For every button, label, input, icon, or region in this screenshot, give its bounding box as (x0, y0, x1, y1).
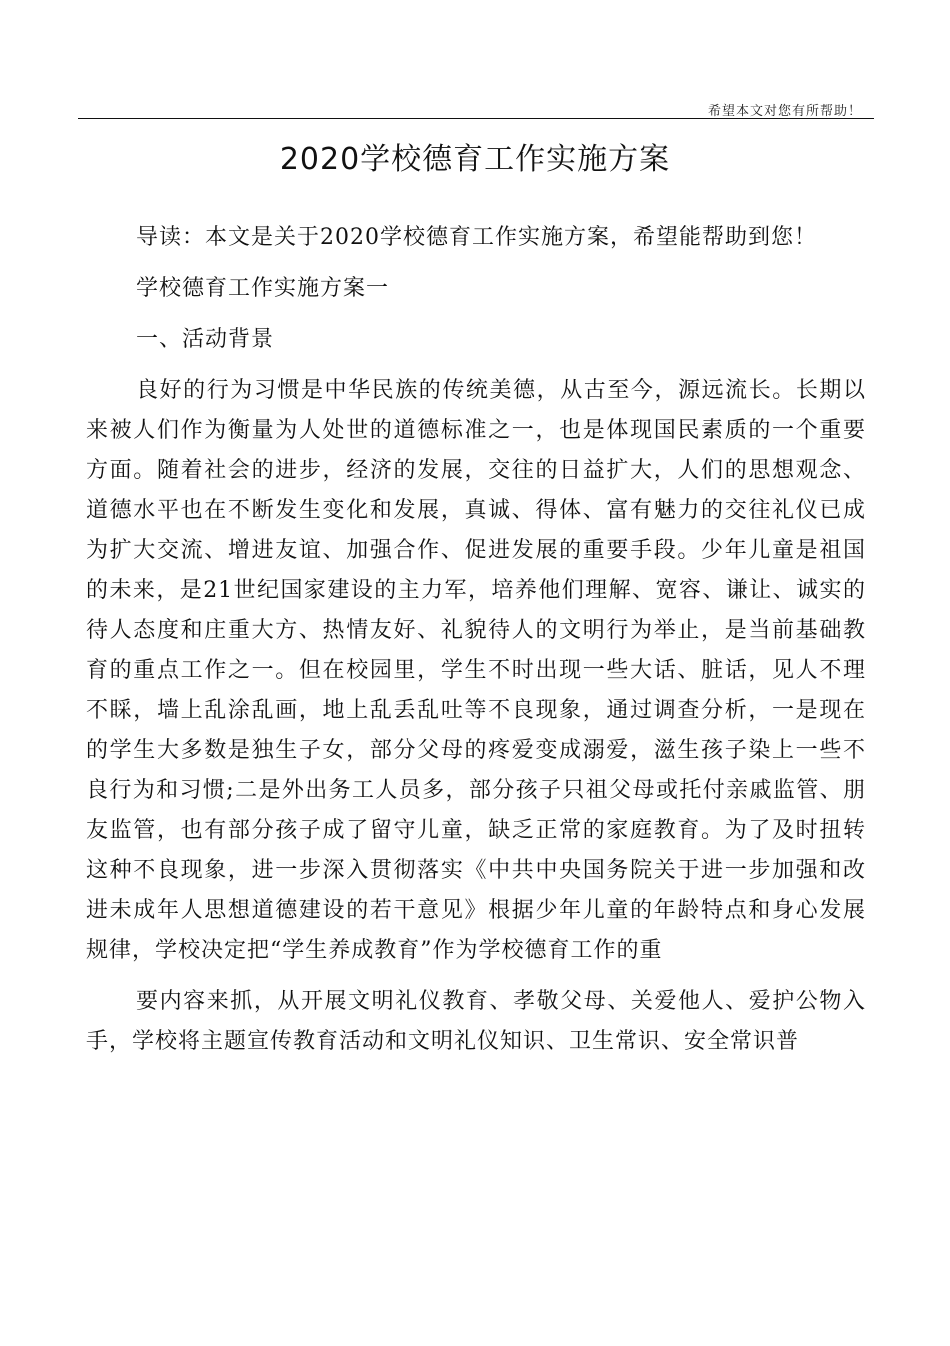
document-body (86, 218, 866, 1073)
document-title: 2020学校德育工作实施方案 (279, 142, 671, 177)
subsection-heading: 一、活动背景 (136, 327, 275, 352)
body-paragraph: 要内容来抓，从开展文明礼仪教育、孝敬父母、关爱他人、爱护公物入手，学校将主题宣传教育活动和文明礼仪知识、卫生常识、安全常识普 (86, 989, 866, 1054)
body-paragraph: 良好的行为习惯是中华民族的传统美德，从古至今，源远流长。长期以来被人们作为衡量为人处世的道德标准之一，也是体现国民素质的一个重要方面。随着社会的进步，经济的发展，交往的日益扩大，人们的思想观念、道德水平也在不断发生变化和发展，真诚、得体、富有魅力的交往礼仪已成为扩大交流、增进友谊、加强合作、促进发展的重要手段。少年儿童是祖国的未来，是21世纪国家建设的主力军，培养他们理解、宽容、谦让、诚实的待人态度和庄重大方、热情友好、礼貌待人的文明行为举止，是当前基础教育的重点工作之一。但在校园里，学生不时出现一些大话、脏话，见人不理不睬，墙上乱涂乱画，地上乱丢乱吐等不良现象，通过调查分析，一是现在的学生大多数是独生子女，部分父母的疼爱变成溺爱，滋生孩子染上一些不良行为和习惯;二是外出务工人员多，部分孩子只祖父母或托付亲戚监管、朋友监管，也有部分孩子成了留守儿童，缺乏正常的家庭教育。为了及时扭转这种不良现象，进一步深入贯彻落实《中共中央国务院关于进一步加强和改进未成年人思想道德建设的若干意见》根据少年儿童的年龄特点和身心发展规律，学校决定把“学生养成教育”作为学校德育工作的重 (86, 378, 866, 963)
header-divider (78, 118, 874, 119)
section-heading: 学校德育工作实施方案一 (136, 276, 390, 301)
header-note: 希望本文对您有所帮助！ (707, 104, 862, 119)
intro-paragraph: 导读：本文是关于2020学校德育工作实施方案，希望能帮助到您！ (136, 225, 817, 250)
